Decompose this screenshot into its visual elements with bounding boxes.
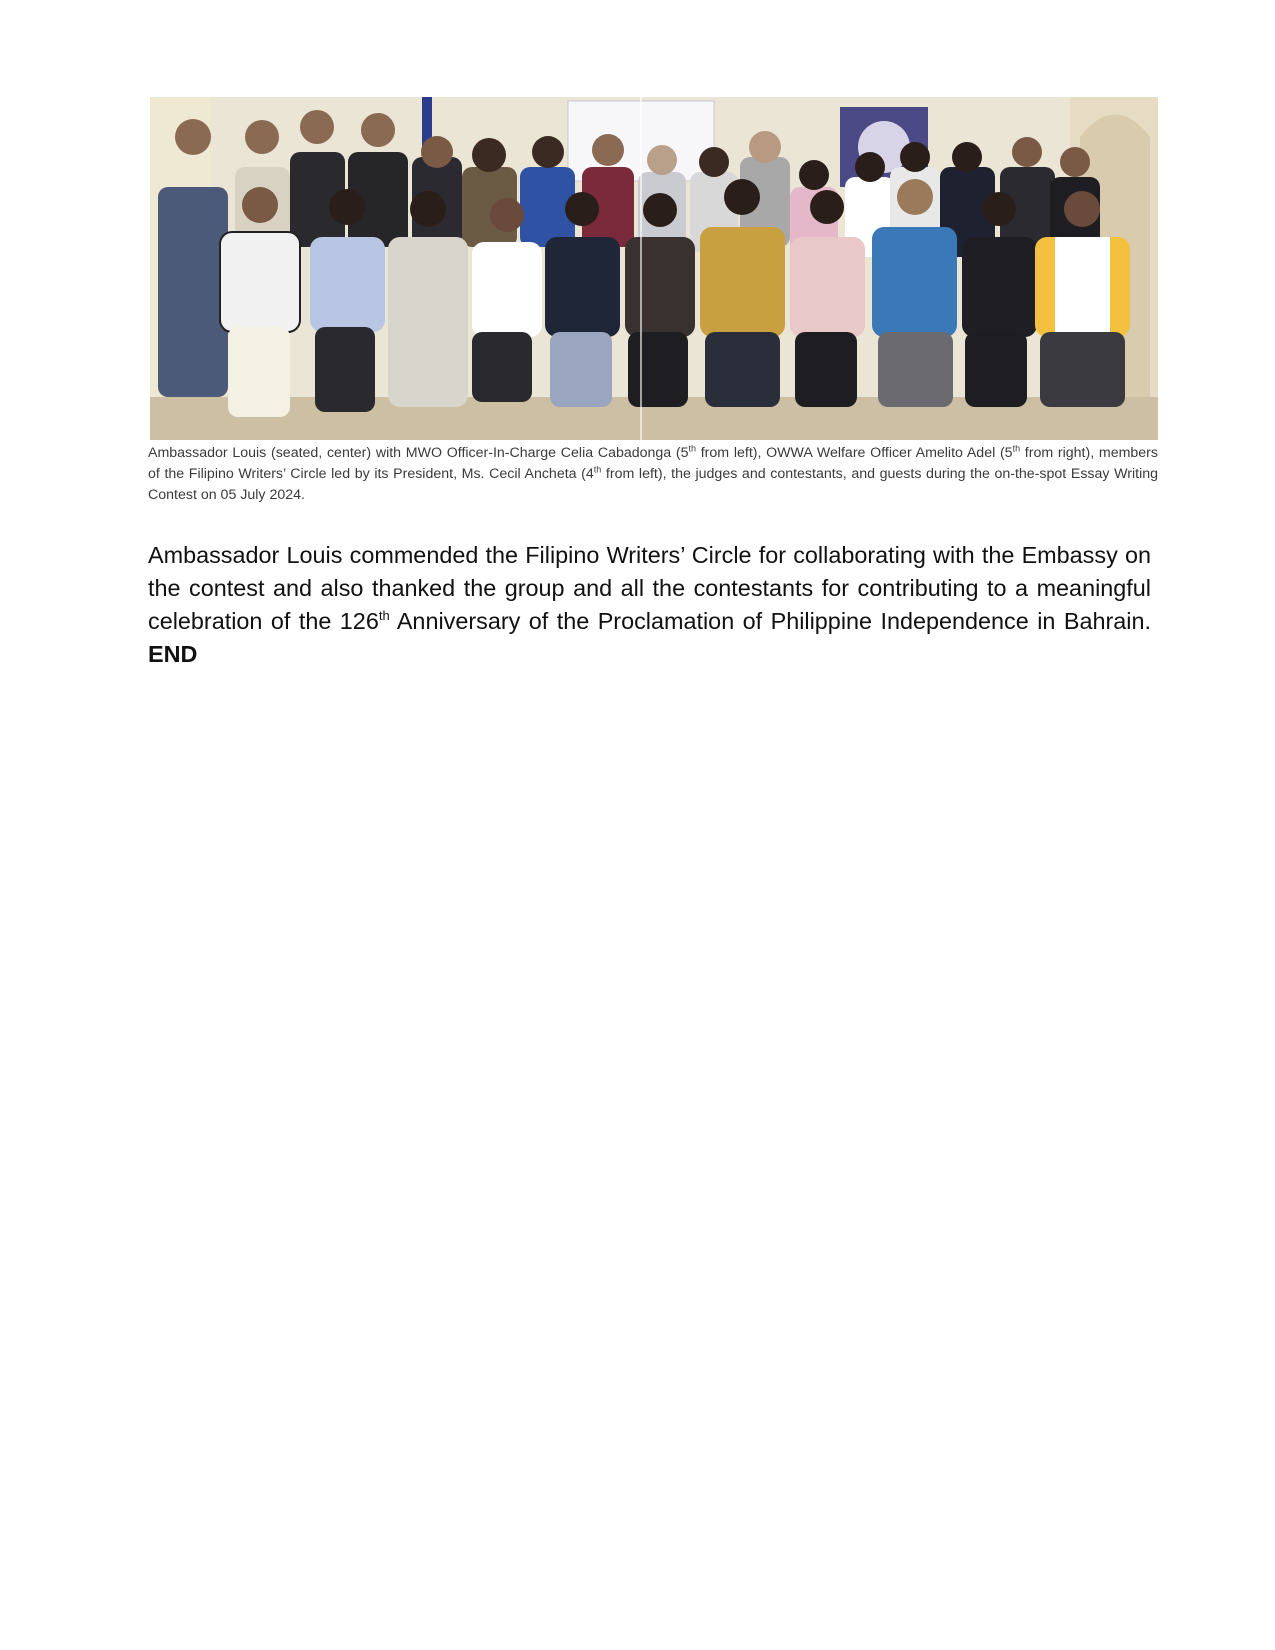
group-photo-illustration [150, 97, 1158, 440]
caption-text-4: from left), the judges and contestants, and guests during the on-the-spot Essay Writing Contest on 05 July 2024. [148, 466, 1159, 503]
body-text-2: Anniversary of the Proclamation of Philippine Independence in Bahrain. [389, 608, 1151, 634]
caption-superscript-2: th [1012, 443, 1021, 454]
body-text-1: Ambassador Louis commended the Filipino Writers’ Circle for collaborating with the Embassy on the contest and also thanked the group and all the contestants for contributing to a meaningful celebration of the 126 [148, 542, 1151, 634]
caption-superscript-1: th [688, 443, 697, 454]
caption-text-2: from left), OWWA Welfare Officer Amelito Adel (5 [696, 445, 1013, 461]
caption-superscript-3: th [593, 464, 602, 475]
caption-text-3: from right), members of the Filipino Writers’ Circle led by its President, Ms. Cecil Ancheta (4 [148, 445, 1158, 482]
body-superscript: th [378, 608, 390, 624]
end-marker: END [148, 641, 198, 667]
caption-text-1: Ambassador Louis (seated, center) with MWO Officer-In-Charge Celia Cabadonga (5 [148, 445, 689, 461]
photo-caption [148, 443, 1158, 506]
group-photo [150, 97, 1158, 440]
body-paragraph [148, 539, 1151, 671]
